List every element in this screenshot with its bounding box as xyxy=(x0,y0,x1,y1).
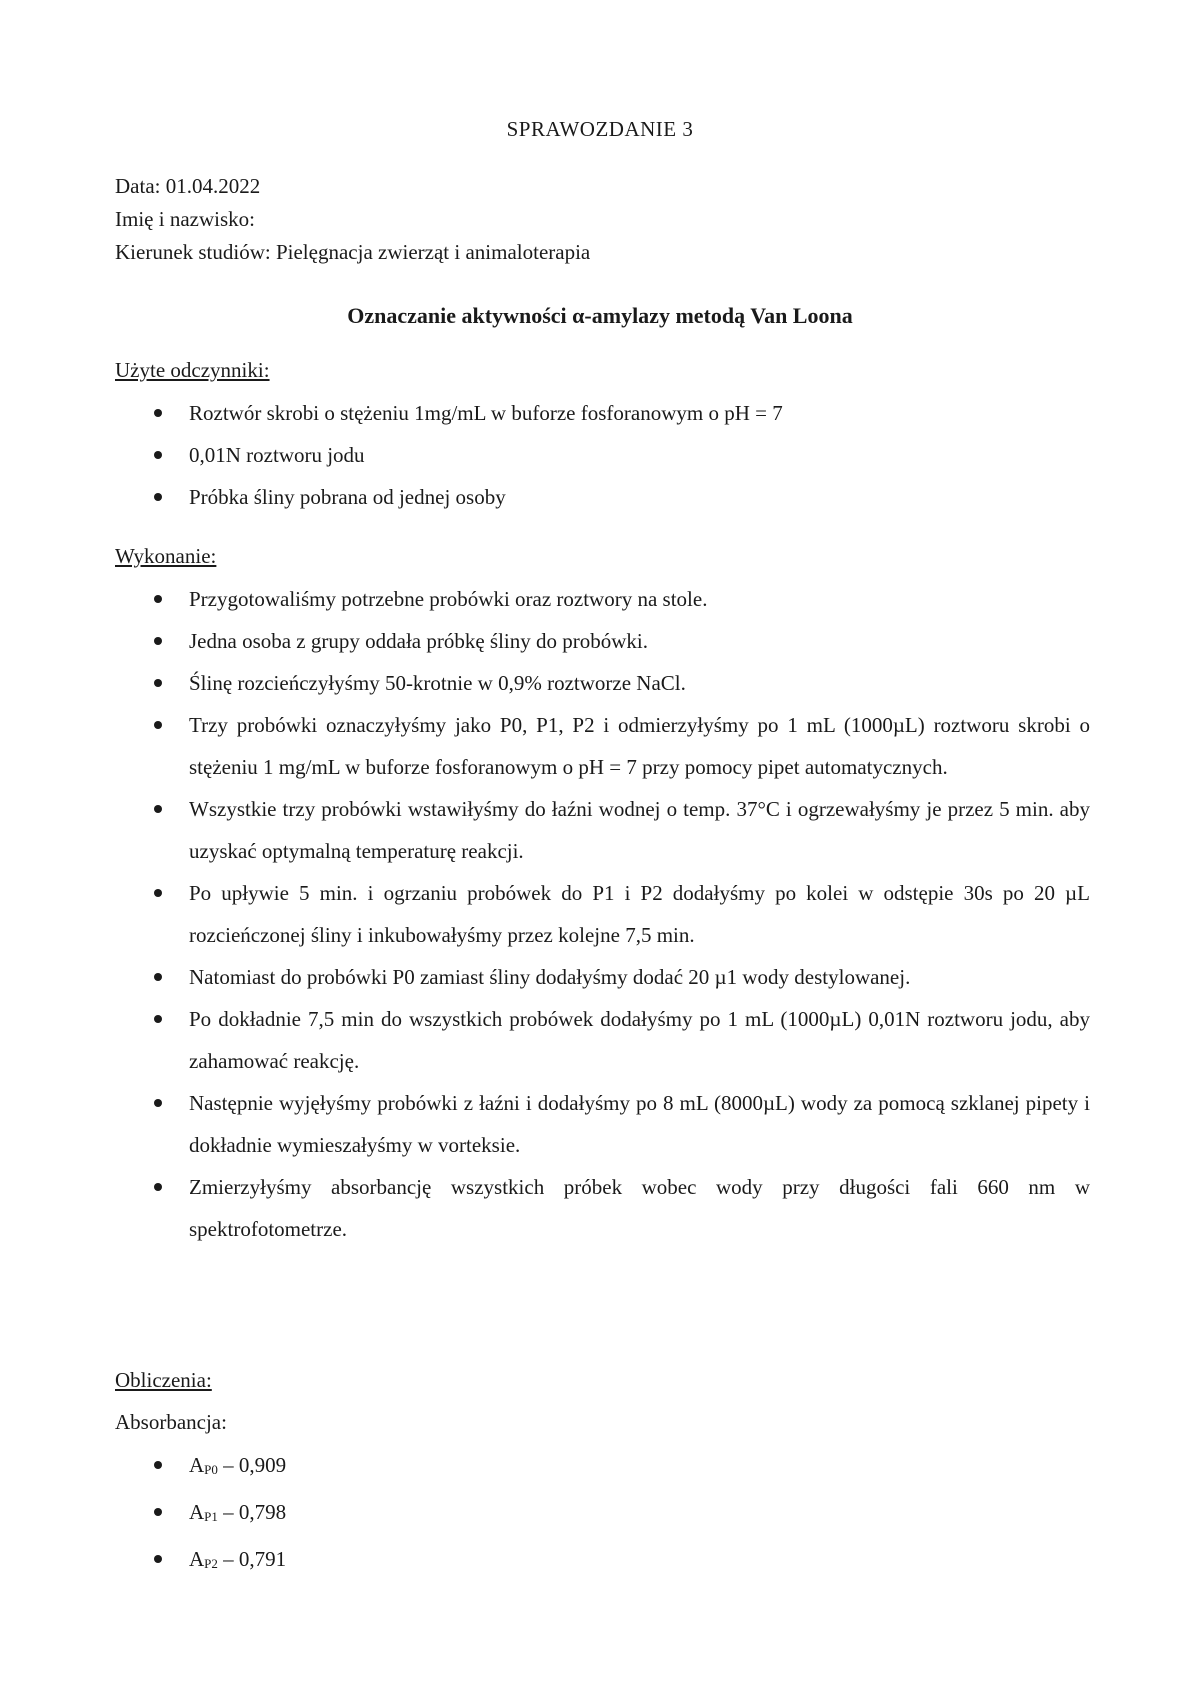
bullet-icon xyxy=(154,973,162,981)
bullet-icon xyxy=(154,493,162,501)
bullet-icon xyxy=(154,1183,162,1191)
list-item: Wszystkie trzy probówki wstawiłyśmy do łaźni wodnej o temp. 37°C i ogrzewałyśmy je przez 5 min. aby uzyskać optymalną temperaturę reakcji. xyxy=(0,788,1200,872)
list-item: Próbka śliny pobrana od jednej osoby xyxy=(0,476,1200,518)
bullet-icon xyxy=(154,1099,162,1107)
list-item: Roztwór skrobi o stężeniu 1mg/mL w buforze fosforanowym o pH = 7 xyxy=(0,392,1200,434)
absorbance-list xyxy=(0,1444,1200,1585)
list-item: AP2 – 0,791 xyxy=(0,1538,1200,1585)
reagents-heading: Użyte odczynniki: xyxy=(115,358,270,382)
bullet-icon xyxy=(154,889,162,897)
report-subtitle: Oznaczanie aktywności α-amylazy metodą Van Loona xyxy=(347,303,853,328)
list-item: Po dokładnie 7,5 min do wszystkich probówek dodałyśmy po 1 mL (1000µL) 0,01N roztworu jodu, aby zahamować reakcję. xyxy=(0,998,1200,1082)
meta-field-of-study: Kierunek studiów: Pielęgnacja zwierząt i animaloterapia xyxy=(115,240,591,264)
reagents-list xyxy=(0,392,1200,518)
bullet-icon xyxy=(154,1555,162,1563)
meta-date: Data: 01.04.2022 xyxy=(115,174,261,198)
bullet-icon xyxy=(154,1015,162,1023)
list-item: Trzy probówki oznaczyłyśmy jako P0, P1, P2 i odmierzyłyśmy po 1 mL (1000µL) roztworu skrobi o stężeniu 1 mg/mL w buforze fosforanowym o pH = 7 przy pomocy pipet automatycznych. xyxy=(0,704,1200,788)
list-item: AP0 – 0,909 xyxy=(0,1444,1200,1491)
list-item: Jedna osoba z grupy oddała próbkę śliny do probówki. xyxy=(0,620,1200,662)
procedure-list xyxy=(0,578,1200,1250)
bullet-icon xyxy=(154,679,162,687)
procedure-heading: Wykonanie: xyxy=(115,544,217,568)
list-item: Następnie wyjęłyśmy probówki z łaźni i dodałyśmy po 8 mL (8000µL) wody za pomocą szklanej pipety i dokładnie wymieszałyśmy w vorteksie. xyxy=(0,1082,1200,1166)
list-item: Przygotowaliśmy potrzebne probówki oraz roztwory na stole. xyxy=(0,578,1200,620)
bullet-icon xyxy=(154,721,162,729)
list-item: 0,01N roztworu jodu xyxy=(0,434,1200,476)
list-item: Natomiast do probówki P0 zamiast śliny dodałyśmy dodać 20 µ1 wody destylowanej. xyxy=(0,956,1200,998)
bullet-icon xyxy=(154,1461,162,1469)
calculations-heading: Obliczenia: xyxy=(115,1368,212,1392)
report-title: SPRAWOZDANIE 3 xyxy=(506,117,694,141)
list-item: AP1 – 0,798 xyxy=(0,1491,1200,1538)
bullet-icon xyxy=(154,595,162,603)
list-item: Zmierzyłyśmy absorbancję wszystkich próbek wobec wody przy długości fali 660 nm w spektrofotometrze. xyxy=(0,1166,1200,1250)
bullet-icon xyxy=(154,451,162,459)
absorbance-label: Absorbancja: xyxy=(115,1410,227,1434)
list-item: Ślinę rozcieńczyłyśmy 50-krotnie w 0,9% roztworze NaCl. xyxy=(0,662,1200,704)
meta-name: Imię i nazwisko: xyxy=(115,207,255,231)
list-item: Po upływie 5 min. i ogrzaniu probówek do P1 i P2 dodałyśmy po kolei w odstępie 30s po 20 µL rozcieńczonej śliny i inkubowałyśmy przez kolejne 7,5 min. xyxy=(0,872,1200,956)
bullet-icon xyxy=(154,637,162,645)
bullet-icon xyxy=(154,805,162,813)
bullet-icon xyxy=(154,1508,162,1516)
bullet-icon xyxy=(154,409,162,417)
